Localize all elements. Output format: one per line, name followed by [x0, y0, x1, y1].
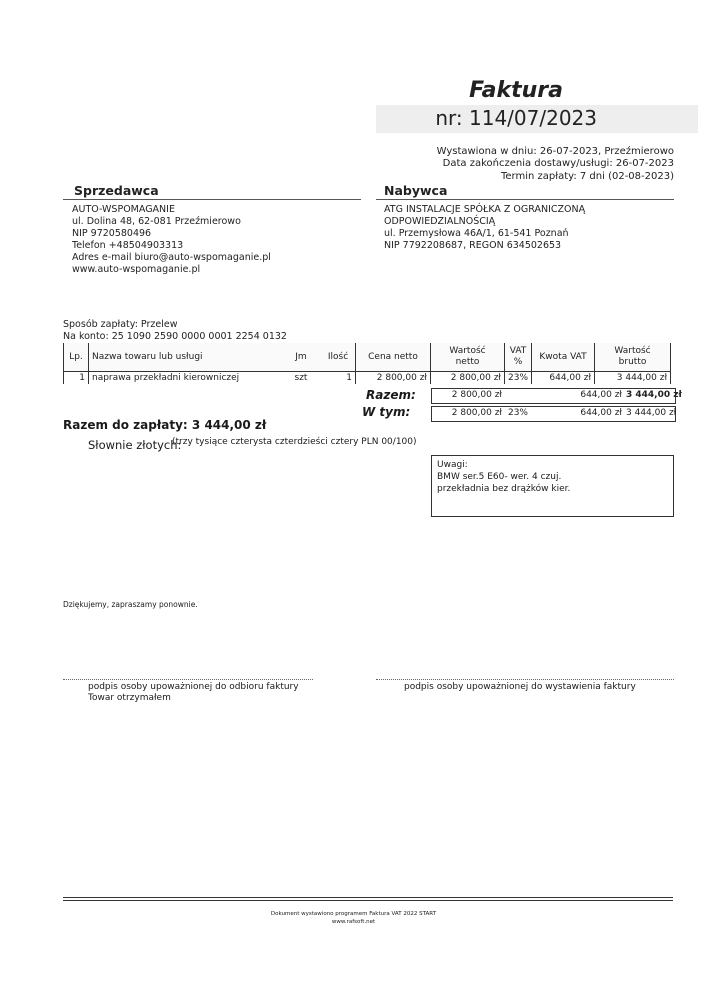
receiver-signature-line: [63, 679, 313, 680]
seller-heading: Sprzedawca: [74, 183, 159, 198]
col-net: [431, 343, 505, 372]
buyer-details: [384, 204, 585, 252]
col-vat-line1: VAT: [509, 346, 527, 356]
seller-website: www.auto-wspomaganie.pl: [72, 264, 201, 275]
buyer-tax-ids: NIP 7792208687, REGON 634502653: [384, 240, 562, 251]
col-name: Nazwa towaru lub usługi: [89, 343, 282, 372]
row-gross: 3 444,00 zł: [595, 372, 671, 385]
incl-vat-amount: 644,00 zł: [580, 408, 622, 418]
sum-gross: 3 444,00 zł: [626, 390, 682, 400]
invoice-title: Faktura: [469, 78, 563, 103]
notes-content: [437, 459, 570, 495]
row-unit: szt: [294, 373, 308, 383]
col-gross-line1: Wartość: [614, 346, 651, 356]
row-qty: 1: [346, 373, 352, 383]
col-lp: Lp.: [64, 343, 89, 372]
amount-in-words: (trzy tysiące czterysta czterdzieści cztery PLN 00/100): [172, 437, 417, 447]
buyer-heading: Nabywca: [384, 183, 448, 198]
col-qty: Ilość: [321, 343, 356, 372]
seller-email: Adres e-mail biuro@auto-wspomaganie.pl: [72, 252, 271, 263]
sum-row: [431, 390, 682, 402]
sum-net: 2 800,00 zł: [451, 390, 502, 400]
col-vat-line2: %: [513, 357, 523, 367]
goods-received-label: Towar otrzymałem: [88, 693, 171, 703]
notes-line-2: przekładnia bez drążków kier.: [437, 484, 571, 494]
incl-net: 2 800,00 zł: [451, 408, 502, 418]
notes-line-1: BMW ser.5 E60- wer. 4 czuj.: [437, 472, 562, 482]
buyer-divider: [376, 199, 674, 200]
footer-website: www.rafsoft.net: [331, 919, 376, 925]
row-net: 2 800,00 zł: [431, 372, 505, 385]
col-unit: Jm: [281, 343, 321, 372]
notes-box: [431, 455, 674, 517]
incl-row: [431, 408, 677, 420]
seller-divider: [63, 199, 361, 200]
footer-divider-1: [63, 897, 673, 898]
row-vat-amount: 644,00 zł: [532, 372, 595, 385]
seller-phone: Telefon +48504903313: [72, 240, 184, 251]
sum-vat-amount: 644,00 zł: [580, 390, 622, 400]
amount-in-words-label: Słownie złotych:: [88, 438, 182, 452]
issuer-signature-label: podpis osoby upoważnionej do wystawienia faktury: [404, 682, 636, 692]
table-header-row: [64, 343, 671, 372]
buyer-name-2: ODPOWIEDZIALNOŚCIĄ: [384, 216, 496, 227]
payment-method: Sposób zapłaty: Przelew: [63, 319, 178, 330]
items-table: [63, 343, 671, 384]
receiver-signature: [88, 682, 299, 704]
seller-details: [72, 204, 271, 276]
delivery-date: Data zakończenia dostawy/usługi: 26-07-2023: [442, 158, 674, 169]
notes-label: Uwagi:: [437, 460, 468, 470]
row-name: naprawa przekładni kierowniczej: [89, 372, 282, 385]
col-vat-amount: Kwota VAT: [532, 343, 595, 372]
incl-label: W tym:: [362, 405, 411, 419]
seller-nip: NIP 9720580496: [72, 228, 152, 239]
payment-term: Termin zapłaty: 7 dni (02-08-2023): [501, 171, 674, 182]
buyer-address: ul. Przemysłowa 46A/1, 61-541 Poznań: [384, 228, 569, 239]
bank-account: Na konto: 25 1090 2590 0000 0001 2254 0132: [63, 331, 287, 342]
col-price: Cena netto: [356, 343, 431, 372]
invoice-number: nr: 114/07/2023: [435, 106, 597, 130]
amount-to-pay: Razem do zapłaty: 3 444,00 zł: [63, 418, 267, 432]
seller-name: AUTO-WSPOMAGANIE: [72, 204, 175, 215]
col-net-line1: Wartość: [449, 346, 486, 356]
receiver-signature-label: podpis osoby upoważnionej do odbioru faktury: [88, 682, 299, 692]
footer-divider-2: [63, 900, 673, 901]
thanks-note: Dziękujemy, zapraszamy ponownie.: [63, 600, 198, 609]
col-gross: [595, 343, 671, 372]
row-lp: 1: [64, 372, 89, 385]
row-price: 2 800,00 zł: [356, 372, 431, 385]
incl-gross: 3 444,00 zł: [626, 408, 677, 418]
row-vat: 23%: [505, 372, 532, 385]
seller-address: ul. Dolina 48, 62-081 Przeźmierowo: [72, 216, 241, 227]
col-gross-line2: brutto: [618, 357, 647, 367]
footer-software: Dokument wystawiono programem Faktura VAT 2022 START: [270, 911, 437, 917]
col-vat: [505, 343, 532, 372]
table-row: [64, 372, 671, 385]
issuer-signature-line: [376, 679, 674, 680]
col-net-line2: netto: [455, 357, 480, 367]
footer: [0, 910, 707, 926]
issue-date: Wystawiona w dniu: 26-07-2023, Przeźmierowo: [436, 146, 674, 157]
buyer-name-1: ATG INSTALACJE SPÓŁKA Z OGRANICZONĄ: [384, 204, 586, 215]
incl-vat: 23%: [507, 408, 528, 418]
sum-label: Razem:: [366, 388, 416, 402]
